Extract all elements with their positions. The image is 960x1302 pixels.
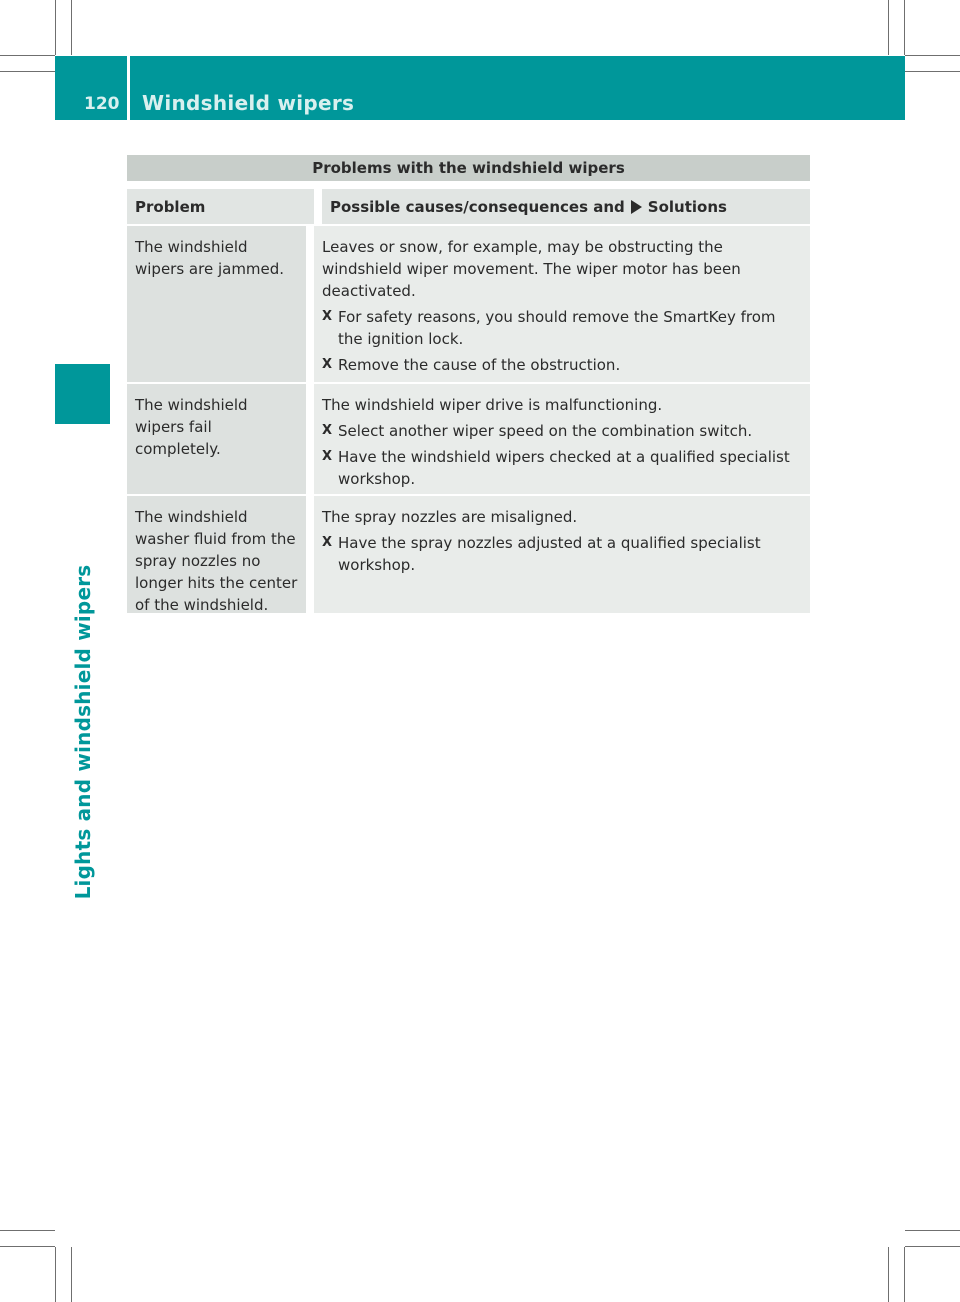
step-text: For safety reasons, you should remove the SmartKey from the ignition lock. (338, 308, 776, 348)
step-x-icon: X (322, 309, 333, 324)
crop-mark (0, 55, 55, 56)
section-title: Windshield wipers (142, 91, 355, 115)
cause-text: The spray nozzles are misaligned. (322, 508, 578, 526)
crop-mark (888, 1247, 889, 1302)
table-header-row (127, 189, 810, 226)
crop-mark (905, 71, 960, 72)
step-x-icon: X (322, 449, 333, 464)
step-item (322, 446, 802, 490)
column-header-solutions-prefix: Possible causes/consequences and (330, 197, 625, 216)
cause-text: Leaves or snow, for example, may be obstructing the windshield wiper movement. The wiper motor has been deactivated. (322, 238, 741, 300)
cell-gap (306, 226, 314, 382)
table-row (127, 384, 810, 496)
crop-mark (905, 1230, 960, 1231)
crop-mark (0, 1230, 55, 1231)
problem-text: The windshield washer fluid from the spray nozzles no longer hits the center of the windshield. (135, 508, 298, 614)
side-tab-label: Lights and windshield wipers (71, 564, 95, 900)
crop-mark (905, 55, 960, 56)
cell-gap (306, 496, 314, 613)
step-item (322, 354, 802, 376)
header-divider (127, 56, 130, 120)
step-x-icon: X (322, 535, 333, 550)
step-text: Have the spray nozzles adjusted at a qualified specialist workshop. (338, 534, 761, 574)
problem-cell (127, 384, 306, 494)
problem-cell (127, 226, 306, 382)
column-header-problem (127, 189, 314, 224)
step-text: Have the windshield wipers checked at a qualified specialist workshop. (338, 448, 790, 488)
crop-mark (904, 1247, 905, 1302)
step-text: Select another wiper speed on the combination switch. (338, 422, 753, 440)
step-item (322, 420, 802, 442)
table-row (127, 226, 810, 384)
crop-mark (71, 1247, 72, 1302)
cause-text: The windshield wiper drive is malfunctioning. (322, 396, 663, 414)
column-header-problem-label: Problem (135, 197, 206, 216)
problems-table (127, 155, 810, 615)
arrow-right-icon (631, 200, 642, 214)
step-x-icon: X (322, 423, 333, 438)
step-item (322, 306, 802, 350)
step-text: Remove the cause of the obstruction. (338, 356, 621, 374)
crop-mark (71, 0, 72, 55)
column-header-solutions (322, 189, 810, 224)
crop-mark (904, 0, 905, 55)
page-number: 120 (84, 94, 120, 114)
crop-mark (0, 71, 55, 72)
solution-cell (314, 226, 810, 382)
crop-mark (888, 0, 889, 55)
step-item (322, 532, 802, 576)
cell-gap (306, 384, 314, 494)
solution-cell (314, 496, 810, 613)
crop-mark (55, 0, 56, 55)
side-tab-marker (55, 364, 110, 424)
problem-cell (127, 496, 306, 613)
table-row (127, 496, 810, 615)
problem-text: The windshield wipers are jammed. (135, 238, 285, 278)
solution-cell (314, 384, 810, 494)
crop-mark (0, 1246, 55, 1247)
table-caption: Problems with the windshield wipers (127, 155, 810, 181)
problem-text: The windshield wipers fail completely. (135, 396, 248, 458)
step-x-icon: X (322, 357, 333, 372)
crop-mark (905, 1246, 960, 1247)
column-header-solutions-suffix: Solutions (647, 197, 727, 216)
crop-mark (55, 1247, 56, 1302)
